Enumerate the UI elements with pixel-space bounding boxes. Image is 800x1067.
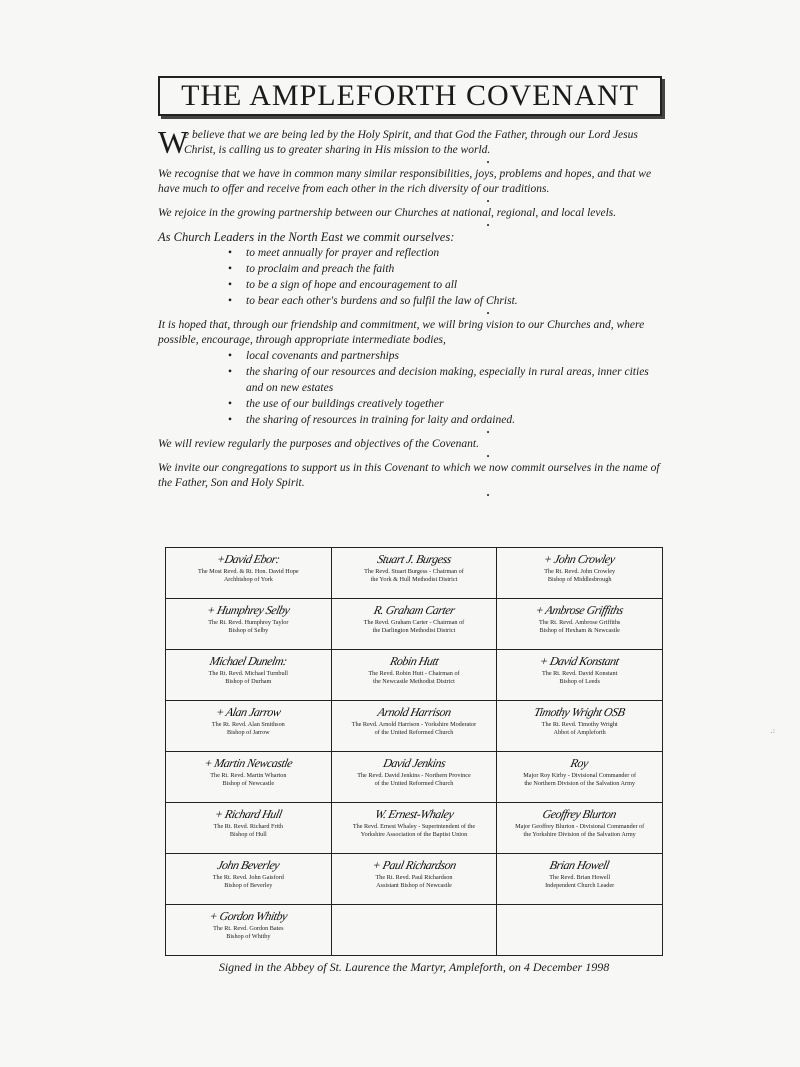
- signatory-cell: [166, 803, 332, 854]
- list-item: • the use of our buildings creatively together: [228, 396, 668, 412]
- signatory-name: The Rt. Revd. Martin Wharton: [210, 772, 287, 779]
- signatory-title: Bishop of Hull: [229, 831, 267, 838]
- separator-dot: •: [486, 491, 490, 500]
- signatory-cell: [166, 599, 332, 650]
- signature: Michael Dunelm:: [208, 654, 289, 668]
- signatory-title: Bishop of Whitby: [226, 933, 271, 940]
- table-row: [166, 548, 663, 599]
- signature: Timothy Wright OSB: [532, 705, 627, 719]
- signatory-name: The Revd. David Jenkins - Northern Province: [357, 772, 471, 779]
- signatory-cell: [166, 752, 332, 803]
- signatory-cell: [497, 650, 663, 701]
- table-row: [166, 803, 663, 854]
- recognise-paragraph: We recognise that we have in common many similar responsibilities, joys, problems and hopes, and that we have much to offer and receive from each other in the rich diversity of our traditions.: [158, 168, 652, 195]
- signatory-name: The Most Revd. & Rt. Hon. David Hope: [197, 568, 299, 575]
- signatory-title: Independent Church Leader: [545, 882, 615, 889]
- signatory-name: The Rt. Revd. Paul Richardson: [375, 874, 453, 881]
- signature: + Alan Jarrow: [214, 705, 282, 719]
- signatory-cell: [497, 905, 663, 956]
- invite-paragraph: We invite our congregations to support us in this Covenant to which we now commit ourselves in the name of the Father, Son and Holy Spirit.: [158, 462, 660, 489]
- title-box: [158, 76, 662, 116]
- signatory-cell: [331, 752, 497, 803]
- signatory-cell: [497, 701, 663, 752]
- signatory-title: Archbishop of York: [223, 576, 273, 583]
- signatures-table: [165, 547, 663, 956]
- table-row: [166, 650, 663, 701]
- signatory-title: of the United Reformed Church: [374, 780, 454, 787]
- separator-dot: •: [486, 452, 490, 461]
- signatory-cell: [331, 548, 497, 599]
- signatory-title: of the United Reformed Church: [374, 729, 454, 736]
- signatory-title: the Newcastle Methodist District: [373, 678, 455, 685]
- signature: + Paul Richardson: [370, 858, 458, 872]
- intro-text: e believe that we are being led by the Holy Spirit, and that God the Father, through our Lord Jesus Christ, is calling us to greater sharing in His mission to the world.: [184, 129, 638, 156]
- rejoice-paragraph: We rejoice in the growing partnership between our Churches at national, regional, and local levels.: [158, 207, 617, 219]
- signatory-title: Bishop of Middlesbrough: [547, 576, 612, 583]
- signatory-name: The Rt. Revd. David Konstant: [542, 670, 618, 677]
- table-row: [166, 905, 663, 956]
- hope-list: [158, 348, 668, 428]
- drop-cap: W: [158, 124, 189, 160]
- signature: + Richard Hull: [213, 807, 284, 821]
- signatory-title: Bishop of Durham: [225, 678, 272, 685]
- signatory-cell: [331, 599, 497, 650]
- signatory-name: The Rt. Revd. John Gaisford: [212, 874, 284, 881]
- signatory-name: The Rt. Revd. Richard Frith: [213, 823, 284, 830]
- signatory-cell: [497, 854, 663, 905]
- signatory-title: Bishop of Leeds: [559, 678, 600, 685]
- signatory-name: The Revd. Ernest Whaley - Superintendent of the: [352, 823, 476, 830]
- signatory-name: The Rt. Revd. John Crowley: [544, 568, 616, 575]
- signatory-title: the Yorkshire Division of the Salvation Army: [523, 831, 636, 838]
- signatory-name: The Revd. Graham Carter - Chairman of: [363, 619, 465, 626]
- commit-lead: As Church Leaders in the North East we commit ourselves:: [158, 230, 455, 244]
- signatory-cell: [166, 650, 332, 701]
- signatory-cell: [331, 905, 497, 956]
- commit-list: [158, 245, 668, 309]
- table-row: [166, 854, 663, 905]
- signatory-cell: [166, 548, 332, 599]
- signatory-cell: [497, 599, 663, 650]
- list-item: • the sharing of resources in training for laity and ordained.: [228, 412, 668, 428]
- signatory-name: The Revd. Arnold Harrison - Yorkshire Moderator: [351, 721, 477, 728]
- signatory-name: The Revd. Stuart Burgess - Chairman of: [364, 568, 464, 575]
- signature: + Martin Newcastle: [202, 756, 294, 770]
- signature: Roy: [569, 756, 590, 770]
- signatory-title: Abbot of Ampleforth: [553, 729, 606, 736]
- signatory-name: The Rt. Revd. Timothy Wright: [541, 721, 618, 728]
- signature: W. Ernest-Whaley: [373, 807, 455, 821]
- signature: John Beverley: [215, 858, 281, 872]
- separator-dot: •: [486, 428, 490, 437]
- signatory-title: Bishop of Hexham & Newcastle: [539, 627, 620, 634]
- signatory-name: The Rt. Revd. Humphrey Taylor: [208, 619, 289, 626]
- signatory-cell: [331, 803, 497, 854]
- signatory-name: The Revd. Robin Hutt - Chairman of: [368, 670, 460, 677]
- page-title: THE AMPLEFORTH COVENANT: [181, 79, 639, 112]
- signatory-title: Bishop of Jarrow: [227, 729, 270, 736]
- signature: Robin Hutt: [388, 654, 440, 668]
- signature: [333, 907, 495, 925]
- list-item: • to bear each other's burdens and so fulfil the law of Christ.: [228, 293, 668, 309]
- signature: +David Ebor:: [215, 552, 282, 566]
- table-row: [166, 752, 663, 803]
- signatory-name: The Revd. Brian Howell: [549, 874, 611, 881]
- signatory-cell: [331, 650, 497, 701]
- signature: [498, 907, 661, 925]
- separator-dot: •: [486, 158, 490, 167]
- signature: R. Graham Carter: [372, 603, 456, 617]
- signatory-title: the York & Hull Methodist District: [370, 576, 458, 583]
- signatory-name: The Rt. Revd. Gordon Bates: [213, 925, 284, 932]
- signatory-name: The Rt. Revd. Ambrose Griffiths: [538, 619, 621, 626]
- signatory-title: the Darlington Methodist District: [372, 627, 456, 634]
- signatory-cell: [497, 752, 663, 803]
- scan-mark: .:: [770, 726, 776, 735]
- intro-paragraph: [158, 124, 668, 160]
- separator-dot: •: [486, 221, 490, 230]
- signatory-title: Bishop of Beverley: [224, 882, 273, 889]
- signing-note: Signed in the Abbey of St. Laurence the Martyr, Ampleforth, on 4 December 1998: [218, 960, 610, 974]
- list-item: • to meet annually for prayer and reflection: [228, 245, 668, 261]
- table-row: [166, 599, 663, 650]
- signatory-cell: [497, 548, 663, 599]
- separator-dot: •: [486, 309, 490, 318]
- list-item: • to proclaim and preach the faith: [228, 261, 668, 277]
- signatory-cell: [331, 854, 497, 905]
- signatory-name: The Rt. Revd. Alan Smithson: [211, 721, 285, 728]
- signatory-cell: [166, 701, 332, 752]
- signature: + Ambrose Griffiths: [534, 603, 625, 617]
- signatory-cell: [166, 854, 332, 905]
- signatory-cell: [497, 803, 663, 854]
- table-row: [166, 701, 663, 752]
- review-paragraph: We will review regularly the purposes and objectives of the Covenant.: [158, 438, 479, 450]
- signatory-cell: [331, 701, 497, 752]
- signatory-title: the Northern Division of the Salvation Army: [524, 780, 635, 787]
- signature: Geoffrey Blurton: [541, 807, 618, 821]
- signatory-name: Major Roy Kirby - Divisional Commander of: [523, 772, 637, 779]
- signature: Arnold Harrison: [376, 705, 452, 719]
- list-item: • the sharing of our resources and decision making, especially in rural areas, inner cities and on new estates: [228, 364, 668, 396]
- signature: + Gordon Whitby: [208, 909, 289, 923]
- hope-lead: It is hoped that, through our friendship and commitment, we will bring vision to our Churches and, where possible, encourage, through appropriate intermediate bodies,: [158, 319, 645, 346]
- signatory-title: Assistant Bishop of Newcastle: [376, 882, 452, 889]
- signatory-cell: [166, 905, 332, 956]
- signature: + John Crowley: [542, 552, 617, 566]
- signature: Brian Howell: [548, 858, 611, 872]
- signature: David Jenkins: [381, 756, 447, 770]
- signature: + Humphrey Selby: [205, 603, 291, 617]
- signature: Stuart J. Burgess: [375, 552, 453, 566]
- separator-dot: •: [486, 197, 490, 206]
- signatory-title: Bishop of Selby: [228, 627, 269, 634]
- signature: + David Konstant: [538, 654, 621, 668]
- list-item: • local covenants and partnerships: [228, 348, 668, 364]
- signatory-name: Major Geoffrey Blurton - Divisional Commander of: [515, 823, 645, 830]
- signatory-title: Bishop of Newcastle: [222, 780, 275, 787]
- signatory-title: Yorkshire Association of the Baptist Union: [360, 831, 468, 838]
- covenant-text: [158, 124, 668, 500]
- list-item: • to be a sign of hope and encouragement to all: [228, 277, 668, 293]
- signatory-name: The Rt. Revd. Michael Turnbull: [208, 670, 289, 677]
